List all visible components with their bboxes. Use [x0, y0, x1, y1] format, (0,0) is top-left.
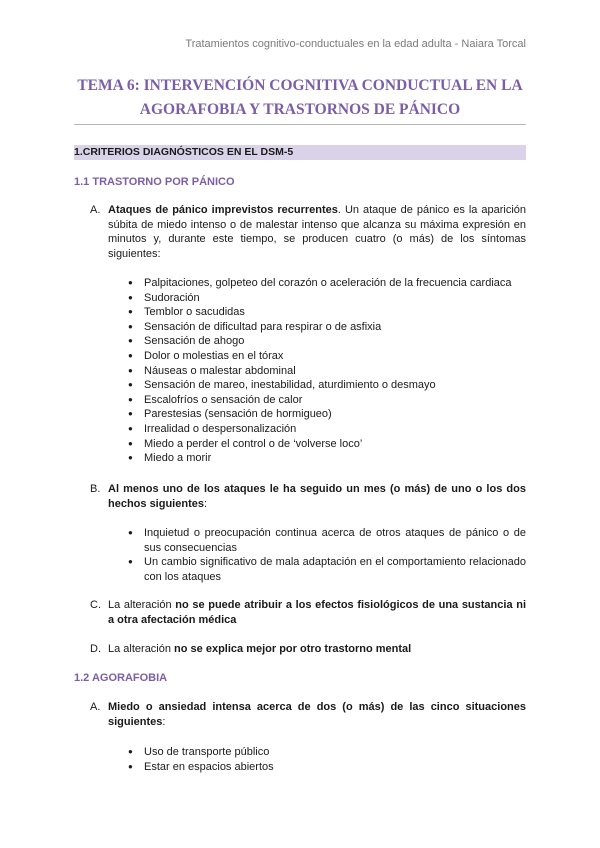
list-item: ● Temblor o sacudidas — [128, 305, 526, 320]
situation-list — [128, 745, 526, 774]
list-item: ● Palpitaciones, golpeteo del corazón o aceleración de la frecuencia cardiaca — [128, 276, 526, 291]
list-item: ● Uso de transporte público — [128, 745, 526, 760]
criterion-text — [108, 203, 526, 261]
document-title — [74, 74, 526, 122]
list-item: ● Inquietud o preocupación continua acerca de otros ataques de pánico o de sus consecuencias — [128, 526, 526, 555]
subheading-agoraphobia: 1.2 AGORAFOBIA — [74, 672, 168, 684]
list-item: ● Náuseas o malestar abdominal — [128, 364, 526, 379]
list-item: ● Escalofríos o sensación de calor — [128, 393, 526, 408]
consequence-list — [128, 526, 526, 584]
criterion-bold-text: no se explica mejor por otro trastorno mental — [174, 643, 412, 655]
title-divider — [74, 124, 526, 125]
list-item: ● Estar en espacios abiertos — [128, 760, 526, 775]
agoraphobia-criterion-a — [90, 700, 526, 729]
criterion-text — [108, 700, 526, 729]
criterion-text — [108, 598, 526, 627]
criterion-plain-text: La alteración — [108, 643, 175, 655]
criterion-plain-text: La alteración — [108, 599, 176, 611]
title-line-2: AGORAFOBIA Y TRASTORNOS DE PÁNICO — [139, 101, 461, 118]
title-line-1: TEMA 6: INTERVENCIÓN COGNITIVA CONDUCTUAL EN LA — [77, 77, 523, 94]
criterion-letter: B. — [90, 483, 101, 495]
criterion-text — [108, 642, 526, 657]
criterion-bold-text: no se puede atribuir a los efectos fisiológicos de una sustancia ni a otra afectación médica — [108, 599, 526, 626]
criterion-plain-text: : — [162, 715, 166, 728]
list-item: ● Parestesias (sensación de hormigueo) — [128, 407, 526, 422]
list-item: ● Miedo a morir — [128, 451, 526, 466]
list-item: ● Sensación de mareo, inestabilidad, aturdimiento o desmayo — [128, 378, 526, 393]
criterion-bold-text: Al menos uno de los ataques le ha seguido un mes (o más) de uno o los dos hechos siguientes — [108, 483, 526, 510]
criterion-d — [90, 642, 526, 657]
criterion-text — [108, 482, 526, 511]
criterion-plain-text: : — [203, 497, 208, 510]
list-item: ● Sudoración — [128, 291, 526, 306]
criterion-letter: A. — [90, 204, 101, 216]
criterion-bold-text: Miedo o ansiedad intensa acerca de dos (o más) de las cinco situaciones siguientes — [108, 701, 526, 728]
running-header: Tratamientos cognitivo-conductuales en la edad adulta - Naiara Torcal — [185, 38, 526, 50]
criterion-letter: C. — [90, 599, 101, 611]
subheading-panic-disorder: 1.1 TRASTORNO POR PÁNICO — [74, 176, 235, 188]
symptom-list — [128, 276, 526, 466]
list-item: ● Miedo a perder el control o de ‘volverse loco’ — [128, 437, 526, 452]
list-item: ● Un cambio significativo de mala adaptación en el comportamiento relacionado con los ataques — [128, 555, 526, 584]
list-item: ● Sensación de ahogo — [128, 334, 526, 349]
criterion-c — [90, 598, 526, 627]
criterion-a — [90, 203, 526, 261]
list-item: ● Irrealidad o despersonalización — [128, 422, 526, 437]
list-item: ● Sensación de dificultad para respirar o de asfixia — [128, 320, 526, 335]
section-heading-criteria: 1.CRITERIOS DIAGNÓSTICOS EN EL DSM-5 — [74, 145, 526, 160]
list-item: ● Dolor o molestias en el tórax — [128, 349, 526, 364]
criterion-plain-text: . Un ataque de pánico es la aparición súbita de miedo intenso o de malestar intenso que alcanza su máxima expresión en minutos y, durante este tiempo, se producen cuatro (o más) de los síntomas siguientes: — [108, 204, 527, 260]
criterion-b — [90, 482, 526, 511]
criterion-letter: A. — [90, 701, 101, 713]
criterion-letter: D. — [90, 643, 101, 655]
criterion-bold-text: Ataques de pánico imprevistos recurrentes — [108, 204, 338, 216]
